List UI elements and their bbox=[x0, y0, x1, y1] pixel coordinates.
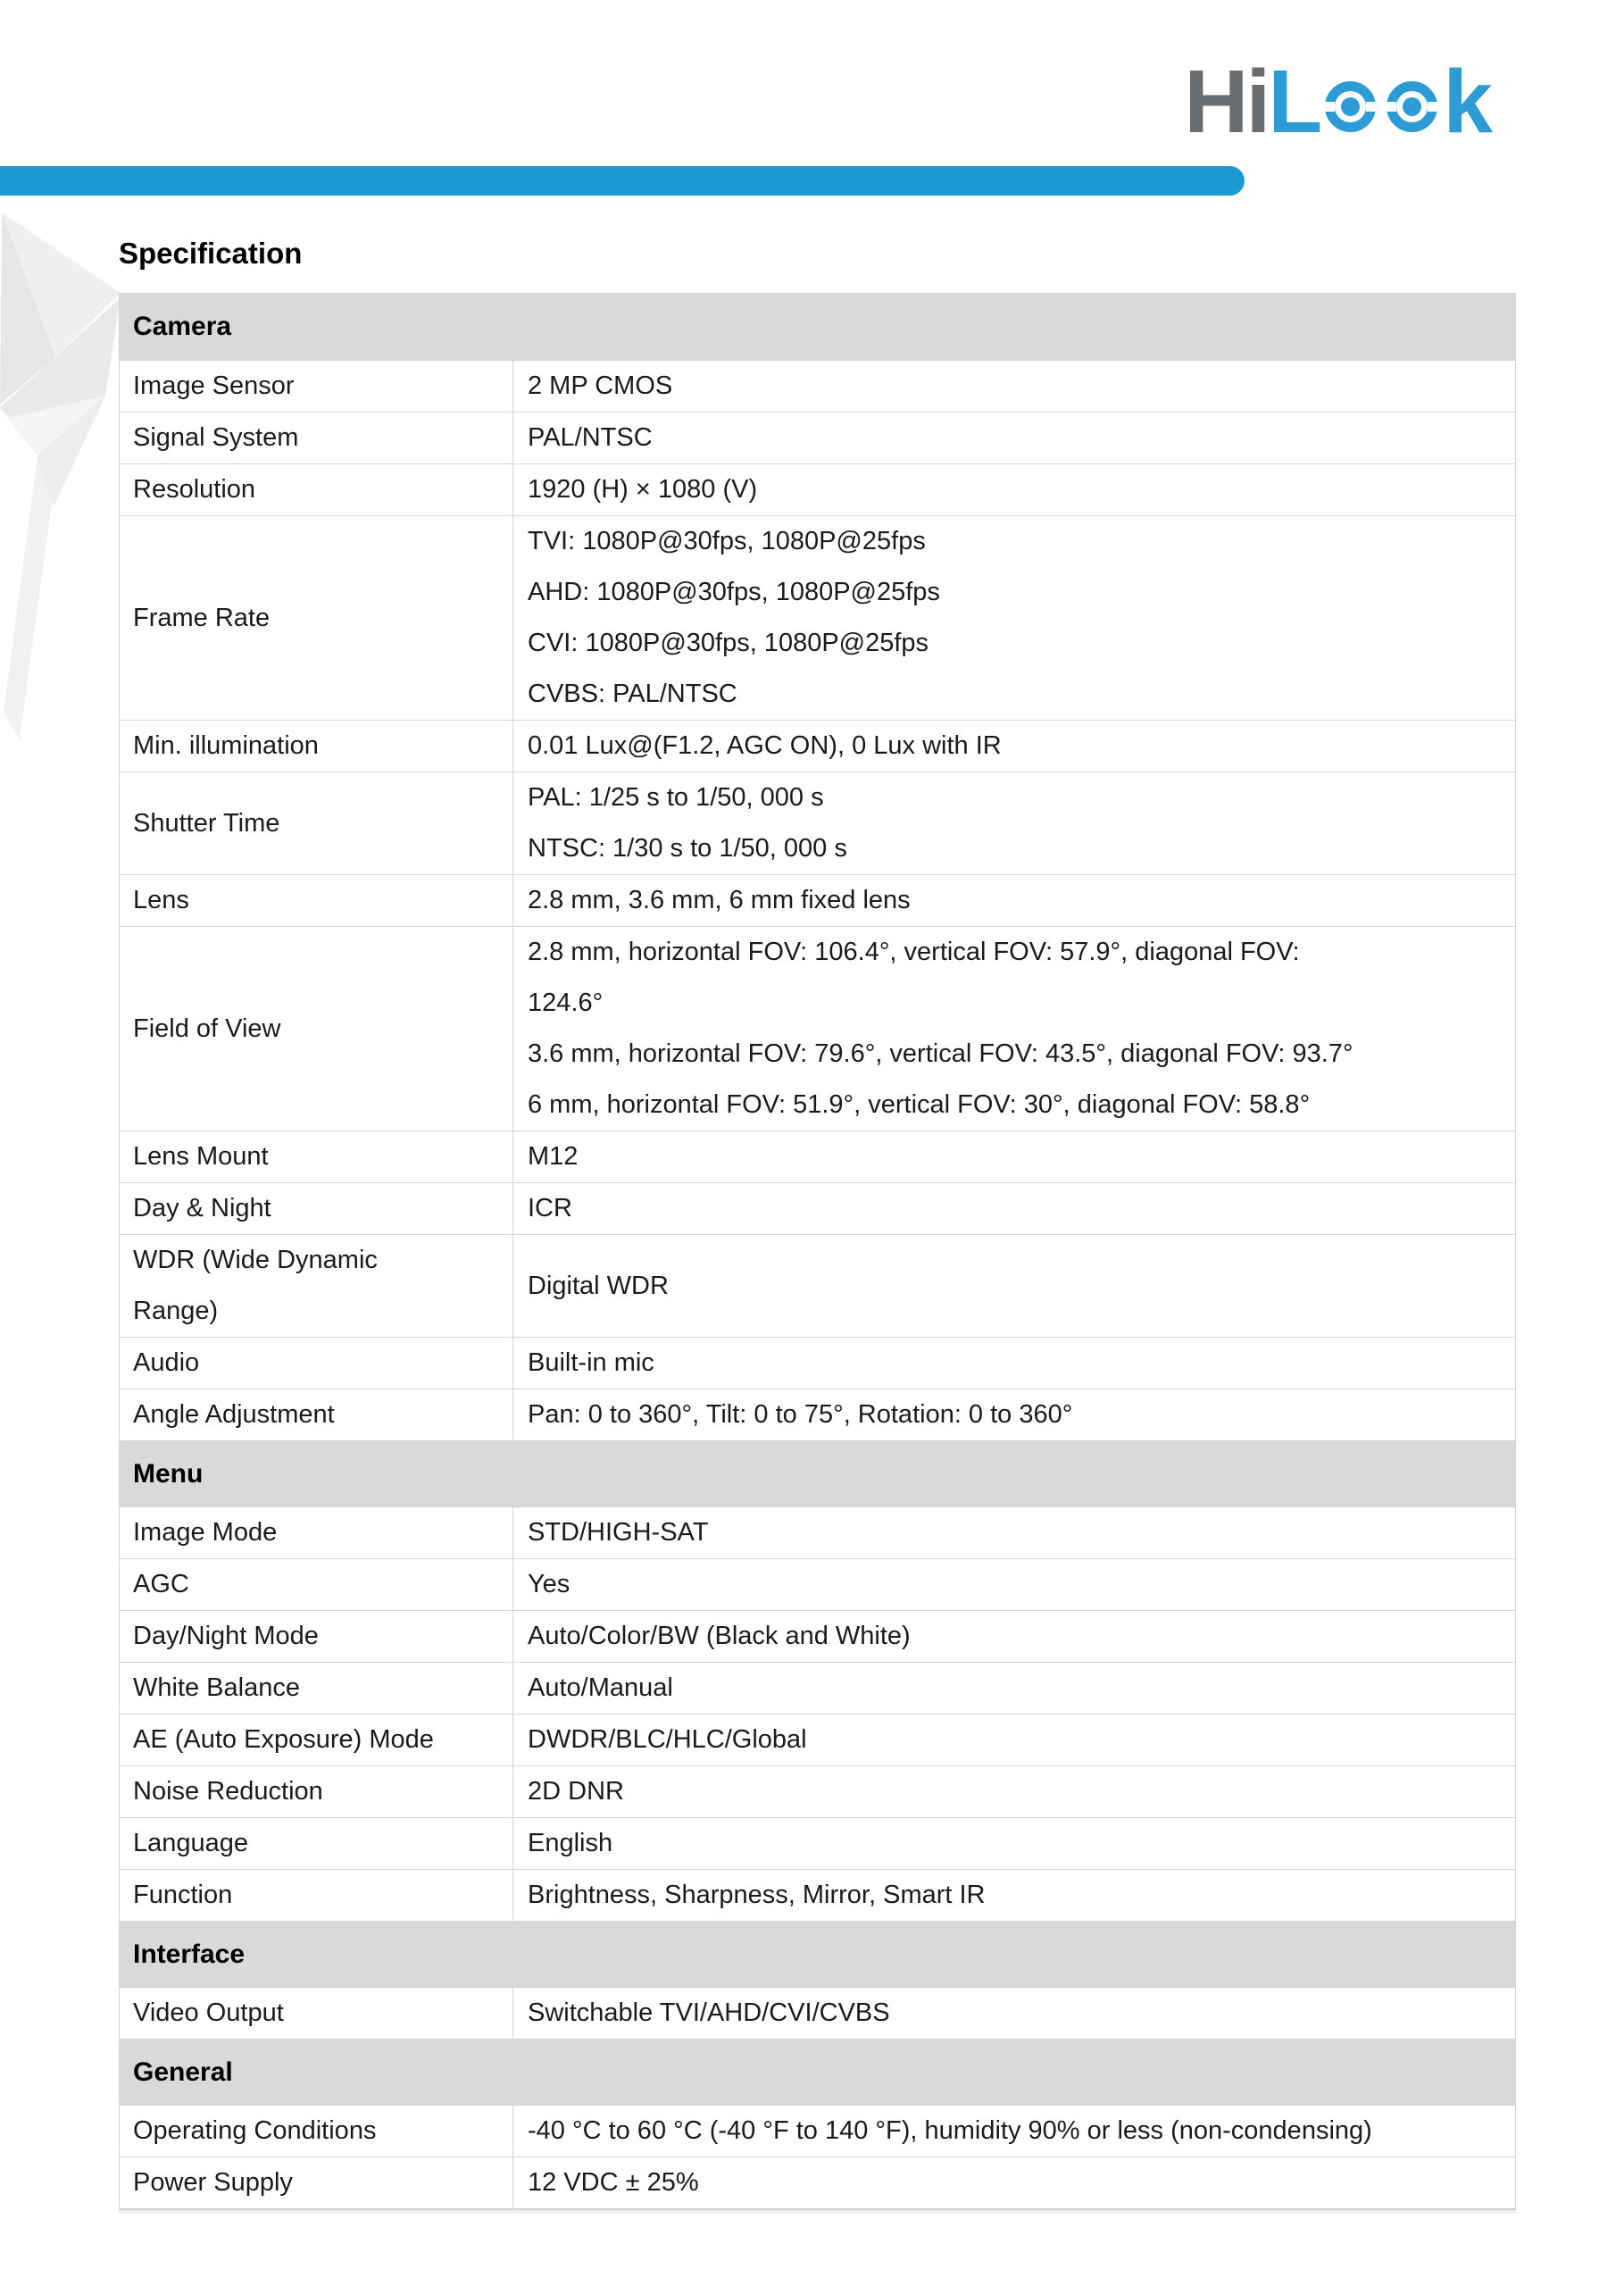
row-label: WDR (Wide Dynamic Range) bbox=[120, 1235, 513, 1337]
row-label: Signal System bbox=[120, 413, 513, 463]
spec-table bbox=[119, 293, 1516, 2210]
row-value: Auto/Manual bbox=[528, 1673, 673, 1702]
row-value: TVI: 1080P@30fps, 1080P@25fps AHD: 1080P@30fps, 1080P@25fps CVI: 1080P@30fps, 1080P@25fps CVBS: PAL/NTSC bbox=[528, 527, 940, 708]
row-label: Noise Reduction bbox=[120, 1766, 513, 1817]
table-row bbox=[120, 1182, 1515, 1234]
row-value: 2.8 mm, horizontal FOV: 106.4°, vertical FOV: 57.9°, diagonal FOV: 124.6° 3.6 mm, horizontal FOV: 79.6°, vertical FOV: 43.5°, diagonal FOV: 93.7° 6 mm, horizontal FOV: 51.9°, vertical FOV: 30°, diagonal FOV: 58.8° bbox=[528, 938, 1353, 1119]
table-row bbox=[120, 2105, 1515, 2157]
row-value: 12 VDC ± 25% bbox=[528, 2168, 699, 2197]
table-row bbox=[120, 360, 1515, 412]
row-label: Lens Mount bbox=[120, 1131, 513, 1182]
table-row bbox=[120, 2157, 1515, 2208]
row-label: Image Sensor bbox=[120, 361, 513, 412]
row-label: AGC bbox=[120, 1559, 513, 1610]
table-row bbox=[120, 1987, 1515, 2039]
content-area bbox=[119, 236, 1516, 2210]
table-row bbox=[120, 1662, 1515, 1714]
table-row bbox=[120, 1337, 1515, 1389]
row-label: AE (Auto Exposure) Mode bbox=[120, 1714, 513, 1765]
row-value: PAL: 1/25 s to 1/50, 000 s NTSC: 1/30 s to 1/50, 000 s bbox=[528, 783, 847, 863]
section-header: Menu bbox=[120, 1440, 1515, 1506]
table-row bbox=[120, 772, 1515, 874]
row-value: 2D DNR bbox=[528, 1777, 624, 1806]
table-row bbox=[120, 1817, 1515, 1869]
row-label: Audio bbox=[120, 1338, 513, 1389]
row-label: Video Output bbox=[120, 1988, 513, 2039]
section-header: Camera bbox=[120, 294, 1515, 360]
row-value: ICR bbox=[528, 1194, 572, 1222]
row-value: English bbox=[528, 1829, 613, 1857]
row-label: Power Supply bbox=[120, 2157, 513, 2208]
table-row bbox=[120, 412, 1515, 463]
row-value: DWDR/BLC/HLC/Global bbox=[528, 1725, 807, 1754]
section-header: Interface bbox=[120, 1921, 1515, 1987]
logo-o-icon bbox=[1387, 81, 1437, 132]
row-value: Brightness, Sharpness, Mirror, Smart IR bbox=[528, 1881, 986, 1909]
row-label: Angle Adjustment bbox=[120, 1389, 513, 1440]
row-value: Yes bbox=[528, 1570, 570, 1598]
row-value: 2 MP CMOS bbox=[528, 371, 673, 400]
row-label: Frame Rate bbox=[120, 516, 513, 720]
row-label: Day & Night bbox=[120, 1183, 513, 1234]
hilook-logo bbox=[1184, 52, 1490, 152]
table-row bbox=[120, 1714, 1515, 1765]
row-value: PAL/NTSC bbox=[528, 423, 653, 452]
logo-text-hi: Hi bbox=[1184, 52, 1269, 152]
table-row bbox=[120, 1610, 1515, 1662]
table-row bbox=[120, 515, 1515, 720]
row-label: Function bbox=[120, 1870, 513, 1921]
table-row bbox=[120, 926, 1515, 1130]
row-value: Built-in mic bbox=[528, 1348, 654, 1377]
row-label: Resolution bbox=[120, 464, 513, 515]
table-row bbox=[120, 1130, 1515, 1182]
logo-text-l: L bbox=[1268, 52, 1320, 152]
table-row bbox=[120, 874, 1515, 926]
row-label: Image Mode bbox=[120, 1507, 513, 1558]
table-row bbox=[120, 1558, 1515, 1610]
logo-o-icon bbox=[1325, 81, 1376, 132]
table-row bbox=[120, 1506, 1515, 1558]
section-header: General bbox=[120, 2039, 1515, 2105]
row-value: M12 bbox=[528, 1142, 579, 1171]
row-value: 1920 (H) × 1080 (V) bbox=[528, 475, 758, 504]
row-value: Pan: 0 to 360°, Tilt: 0 to 75°, Rotation: 0 to 360° bbox=[528, 1400, 1073, 1429]
page-title: Specification bbox=[119, 237, 303, 270]
row-value: Switchable TVI/AHD/CVI/CVBS bbox=[528, 1998, 890, 2027]
row-value: Auto/Color/BW (Black and White) bbox=[528, 1622, 911, 1650]
table-row bbox=[120, 1765, 1515, 1817]
row-value: -40 °C to 60 °C (-40 °F to 140 °F), humidity 90% or less (non-condensing) bbox=[528, 2116, 1372, 2145]
row-label: Shutter Time bbox=[120, 772, 513, 874]
row-value: Digital WDR bbox=[528, 1271, 669, 1300]
row-value: 0.01 Lux@(F1.2, AGC ON), 0 Lux with IR bbox=[528, 731, 1002, 760]
row-label: Lens bbox=[120, 875, 513, 926]
logo-text-k: k bbox=[1443, 52, 1490, 152]
row-label: Min. illumination bbox=[120, 721, 513, 772]
table-row bbox=[120, 720, 1515, 772]
table-row bbox=[120, 1389, 1515, 1440]
accent-bar bbox=[0, 166, 1245, 196]
row-label: Language bbox=[120, 1818, 513, 1869]
origami-watermark-graphic bbox=[0, 213, 129, 757]
table-row bbox=[120, 463, 1515, 515]
table-row bbox=[120, 1234, 1515, 1337]
row-label: Operating Conditions bbox=[120, 2106, 513, 2157]
row-value: 2.8 mm, 3.6 mm, 6 mm fixed lens bbox=[528, 886, 911, 914]
row-label: Day/Night Mode bbox=[120, 1611, 513, 1662]
row-label: Field of View bbox=[120, 927, 513, 1130]
row-label: White Balance bbox=[120, 1663, 513, 1714]
table-row bbox=[120, 1869, 1515, 1921]
row-value: STD/HIGH-SAT bbox=[528, 1518, 709, 1547]
